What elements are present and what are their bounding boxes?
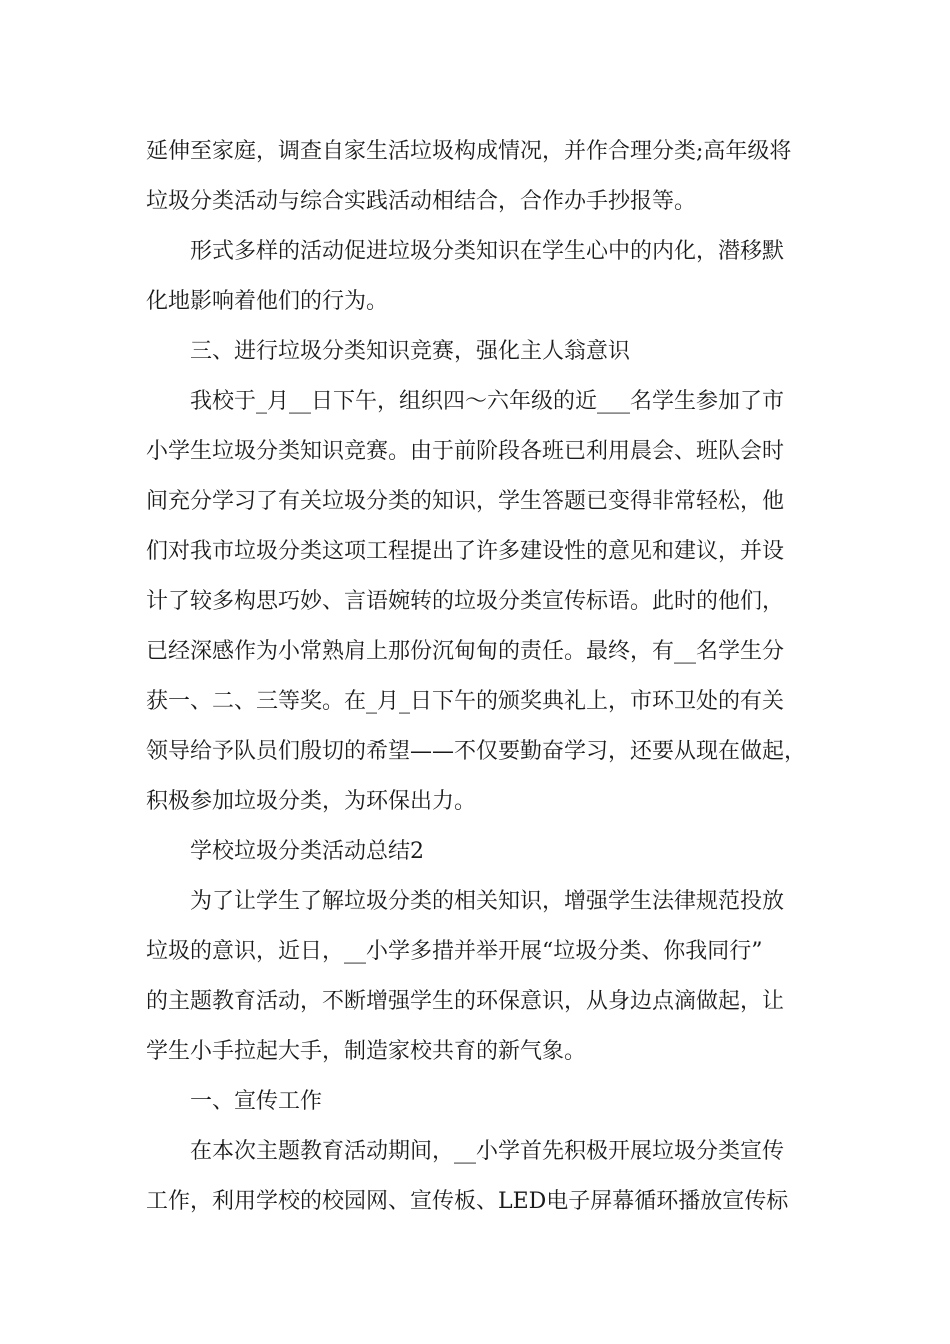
text-line: 领导给予队员们殷切的希望——不仅要勤奋学习，还要从现在做起， (146, 739, 807, 764)
text-line: 们对我市垃圾分类这项工程提出了许多建设性的意见和建议，并设 (146, 539, 785, 564)
text-line: 学生小手拉起大手，制造家校共育的新气象。 (146, 1039, 587, 1064)
text-line: 垃圾的意识，近日，__小学多措并举开展“垃圾分类、你我同行” (146, 939, 763, 964)
article-title: 学校垃圾分类活动总结2 (190, 839, 424, 864)
text-line: 的主题教育活动，不断增强学生的环保意识，从身边点滴做起，让 (146, 989, 785, 1014)
section-heading: 一、宣传工作 (190, 1089, 323, 1114)
text-line: 垃圾分类活动与综合实践活动相结合，合作办手抄报等。 (146, 189, 697, 214)
text-line: 延伸至家庭，调查自家生活垃圾构成情况，并作合理分类;高年级将 (146, 139, 792, 164)
text-line: 获一、二、三等奖。在_月_日下午的颁奖典礼上，市环卫处的有关 (146, 689, 785, 714)
text-line: 积极参加垃圾分类，为环保出力。 (146, 789, 477, 814)
text-line: 工作，利用学校的校园网、宣传板、LED电子屏幕循环播放宣传标 (146, 1189, 789, 1214)
paragraph-start: 在本次主题教育活动期间，__小学首先积极开展垃圾分类宣传 (190, 1139, 785, 1164)
paragraph-start: 形式多样的活动促进垃圾分类知识在学生心中的内化，潜移默 (190, 239, 785, 264)
paragraph-start: 我校于_月__日下午，组织四～六年级的近___名学生参加了市 (190, 389, 785, 414)
text-line: 计了较多构思巧妙、言语婉转的垃圾分类宣传标语。此时的他们， (146, 589, 785, 614)
section-heading: 三、进行垃圾分类知识竞赛，强化主人翁意识 (190, 339, 631, 364)
paragraph-start: 为了让学生了解垃圾分类的相关知识，增强学生法律规范投放 (190, 889, 785, 914)
text-line: 小学生垃圾分类知识竞赛。由于前阶段各班已利用晨会、班队会时 (146, 439, 785, 464)
document-page (146, 127, 822, 1227)
text-line: 化地影响着他们的行为。 (146, 289, 389, 314)
text-line: 已经深感作为小常熟肩上那份沉甸甸的责任。最终，有__名学生分 (146, 639, 785, 664)
text-line: 间充分学习了有关垃圾分类的知识，学生答题已变得非常轻松，他 (146, 489, 785, 514)
